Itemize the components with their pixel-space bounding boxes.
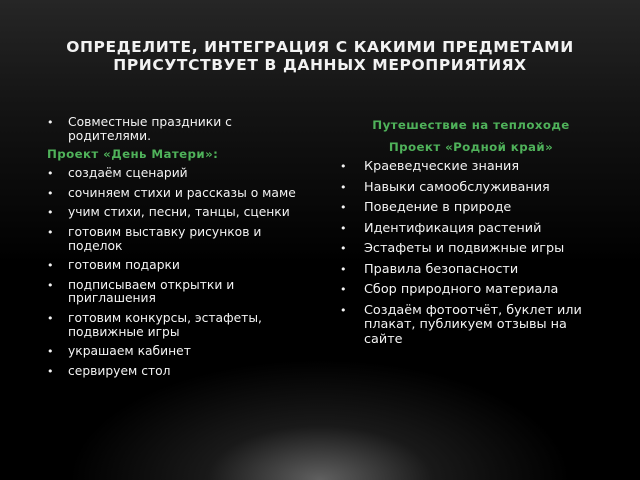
project-heading-mothers-day: Проект «День Матери»:: [47, 147, 219, 162]
list-item-text: Навыки самообслуживания: [364, 179, 550, 195]
list-item-text: сочиняем стихи и рассказы о маме: [68, 185, 296, 200]
bullet-icon: •: [47, 186, 54, 200]
native-land-list: [340, 160, 602, 347]
bullet-icon: •: [340, 201, 347, 214]
list-item: [340, 304, 602, 348]
list-item: [47, 167, 307, 181]
bullet-icon: •: [340, 242, 347, 255]
list-item-text: Создаём фотоотчёт, буклет или плакат, публикуем отзывы на сайте: [364, 302, 582, 347]
bullet-icon: •: [47, 345, 54, 359]
mothers-day-list: [47, 167, 307, 378]
list-item-text: украшаем кабинет: [68, 344, 191, 359]
project-heading-native-land: Проект «Родной край»: [388, 140, 554, 154]
list-item-text: сервируем стол: [68, 363, 171, 378]
list-item: [47, 365, 307, 379]
slide-title: ОПРЕДЕЛИТЕ, ИНТЕГРАЦИЯ С КАКИМИ ПРЕДМЕТАМИ ПРИСУТСТВУЕТ В ДАННЫХ МЕРОПРИЯТИЯХ: [66, 38, 574, 74]
list-item-text: Совместные праздники с родителями.: [68, 115, 232, 143]
list-item: [340, 160, 602, 175]
bullet-icon: •: [340, 221, 347, 235]
list-item-text: Краеведческие знания: [364, 159, 520, 174]
bullet-icon: •: [340, 262, 347, 276]
list-item: [340, 242, 602, 257]
bullet-icon: •: [47, 259, 54, 273]
bullet-icon: •: [47, 116, 54, 129]
heading-boat-trip: Путешествие на теплоходе: [372, 118, 570, 132]
list-item: [340, 201, 602, 216]
list-item: [47, 312, 307, 339]
list-item: [340, 283, 602, 298]
list-item: [340, 181, 602, 196]
bullet-icon: •: [47, 364, 54, 378]
bullet-icon: •: [47, 311, 54, 325]
list-item: [47, 279, 307, 306]
list-item-text: Эстафеты и подвижные игры: [364, 241, 565, 256]
list-item-text: готовим выставку рисунков и поделок: [68, 224, 262, 253]
bullet-icon: •: [340, 283, 347, 296]
list-item: [340, 222, 602, 237]
left-column: [47, 116, 307, 384]
list-item-text: Поведение в природе: [364, 200, 512, 215]
right-column: [340, 118, 602, 353]
list-item-text: создаём сценарий: [68, 166, 188, 181]
bullet-icon: •: [340, 303, 347, 317]
list-item-text: готовим подарки: [68, 258, 180, 273]
bullet-icon: •: [47, 278, 54, 292]
bullet-icon: •: [47, 225, 54, 239]
list-item: [47, 206, 307, 220]
bullet-icon: •: [47, 206, 54, 220]
list-item: [47, 345, 307, 359]
list-item-text: учим стихи, песни, танцы, сценки: [68, 205, 290, 220]
intro-list: [47, 116, 307, 143]
list-item-text: подписываем открытки и приглашения: [68, 277, 235, 306]
list-item: [47, 116, 307, 143]
bullet-icon: •: [340, 180, 347, 194]
list-item-text: Правила безопасности: [364, 261, 519, 277]
bullet-icon: •: [47, 167, 54, 181]
list-item-text: Идентификация растений: [364, 220, 542, 236]
list-item-text: Сбор природного материала: [364, 282, 559, 297]
list-item: [47, 187, 307, 201]
list-item-text: готовим конкурсы, эстафеты, подвижные игры: [68, 310, 262, 339]
list-item: [47, 226, 307, 253]
list-item: [340, 263, 602, 278]
bullet-icon: •: [340, 160, 347, 173]
list-item: [47, 259, 307, 273]
